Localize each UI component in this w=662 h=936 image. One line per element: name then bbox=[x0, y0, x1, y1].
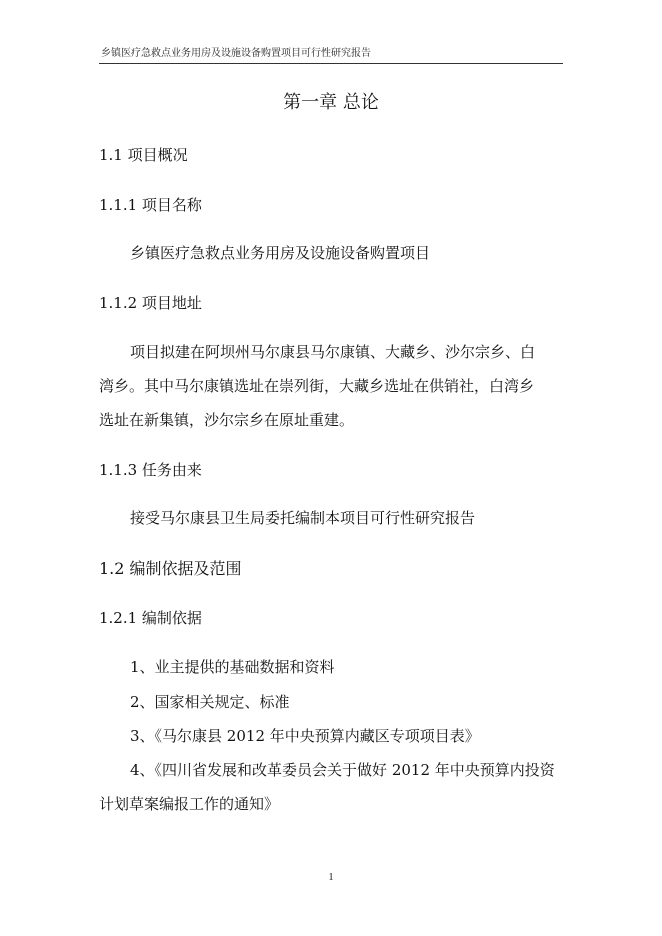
section-heading-1-2-1: 1.2.1 编制依据 bbox=[99, 609, 202, 627]
address-line: 选址在新集镇，沙尔宗乡在原址重建。 bbox=[99, 411, 355, 429]
section-heading-1-1-3: 1.1.3 任务由来 bbox=[99, 461, 202, 479]
task-origin-text: 接受马尔康县卫生局委托编制本项目可行性研究报告 bbox=[130, 509, 476, 527]
running-header: 乡镇医疗急救点业务用房及设施设备购置项目可行性研究报告 bbox=[101, 48, 371, 59]
page-number: 1 bbox=[328, 872, 334, 883]
section-heading-1-2: 1.2 编制依据及范围 bbox=[99, 559, 242, 578]
basis-list-item: 1、业主提供的基础数据和资料 bbox=[130, 658, 335, 676]
chapter-title: 第一章 总论 bbox=[283, 92, 379, 113]
project-name-text: 乡镇医疗急救点业务用房及设施设备购置项目 bbox=[130, 244, 431, 262]
section-heading-1-1-1: 1.1.1 项目名称 bbox=[99, 196, 202, 214]
header-rule bbox=[99, 63, 563, 64]
basis-list-item: 4、《四川省发展和改革委员会关于做好 2012 年中央预算内投资 bbox=[130, 761, 555, 779]
address-line: 湾乡。其中马尔康镇选址在崇列街，大藏乡选址在供销社，白湾乡 bbox=[99, 377, 535, 395]
basis-list-item-continuation: 计划草案编报工作的通知》 bbox=[99, 795, 280, 813]
section-heading-1-1-2: 1.1.2 项目地址 bbox=[99, 294, 202, 312]
address-line: 项目拟建在阿坝州马尔康县马尔康镇、大藏乡、沙尔宗乡、白 bbox=[130, 343, 536, 361]
basis-list-item: 2、国家相关规定、标准 bbox=[130, 693, 290, 711]
basis-list-item: 3、《马尔康县 2012 年中央预算内藏区专项项目表》 bbox=[130, 727, 480, 745]
section-heading-1-1: 1.1 项目概况 bbox=[99, 146, 188, 164]
